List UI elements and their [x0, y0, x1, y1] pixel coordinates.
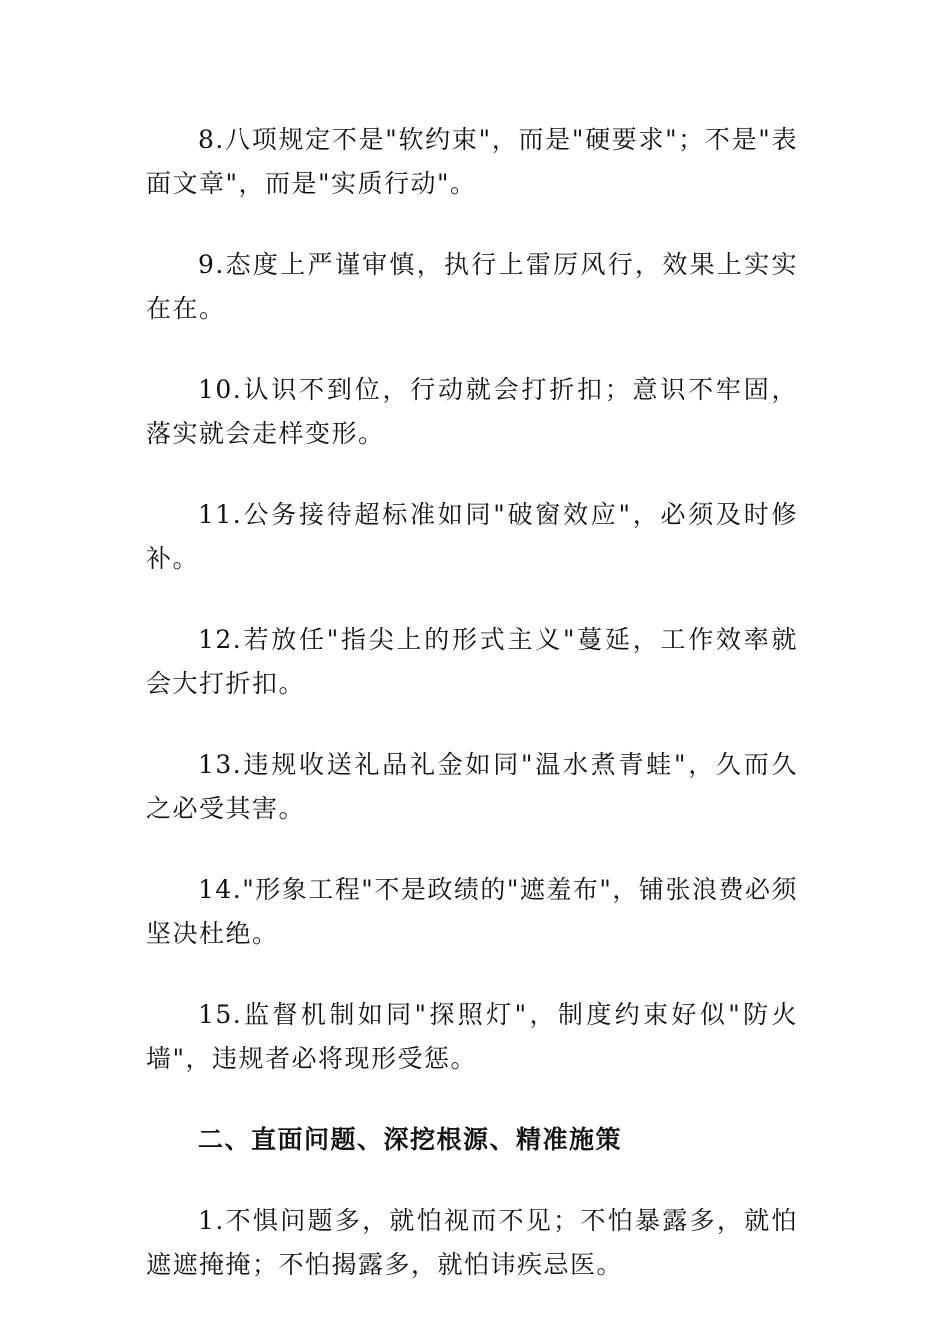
list-item: 11.公务接待超标准如同"破窗效应"，必须及时修补。	[146, 500, 798, 573]
list-item: 14."形象工程"不是政绩的"遮羞布"，铺张浪费必须坚决杜绝。	[146, 875, 798, 948]
list-item: 9.态度上严谨审慎，执行上雷厉风行，效果上实实在在。	[146, 250, 798, 323]
list-item: 1.不惧问题多，就怕视而不见；不怕暴露多，就怕遮遮掩掩；不怕揭露多，就怕讳疾忌医。	[146, 1206, 798, 1279]
list-item: 15.监督机制如同"探照灯"，制度约束好似"防火墙"，违规者必将现形受惩。	[146, 1000, 798, 1073]
list-item: 12.若放任"指尖上的形式主义"蔓延，工作效率就会大打折扣。	[146, 625, 798, 698]
document-body	[146, 118, 798, 1324]
list-item: 10.认识不到位，行动就会打折扣；意识不牢固，落实就会走样变形。	[146, 375, 798, 448]
list-item: 13.违规收送礼品礼金如同"温水煮青蛙"，久而久之必受其害。	[146, 750, 798, 823]
list-item: 8.八项规定不是"软约束"，而是"硬要求"；不是"表面文章"，而是"实质行动"。	[146, 125, 798, 198]
section-heading: 二、直面问题、深挖根源、精准施策	[198, 1125, 623, 1154]
